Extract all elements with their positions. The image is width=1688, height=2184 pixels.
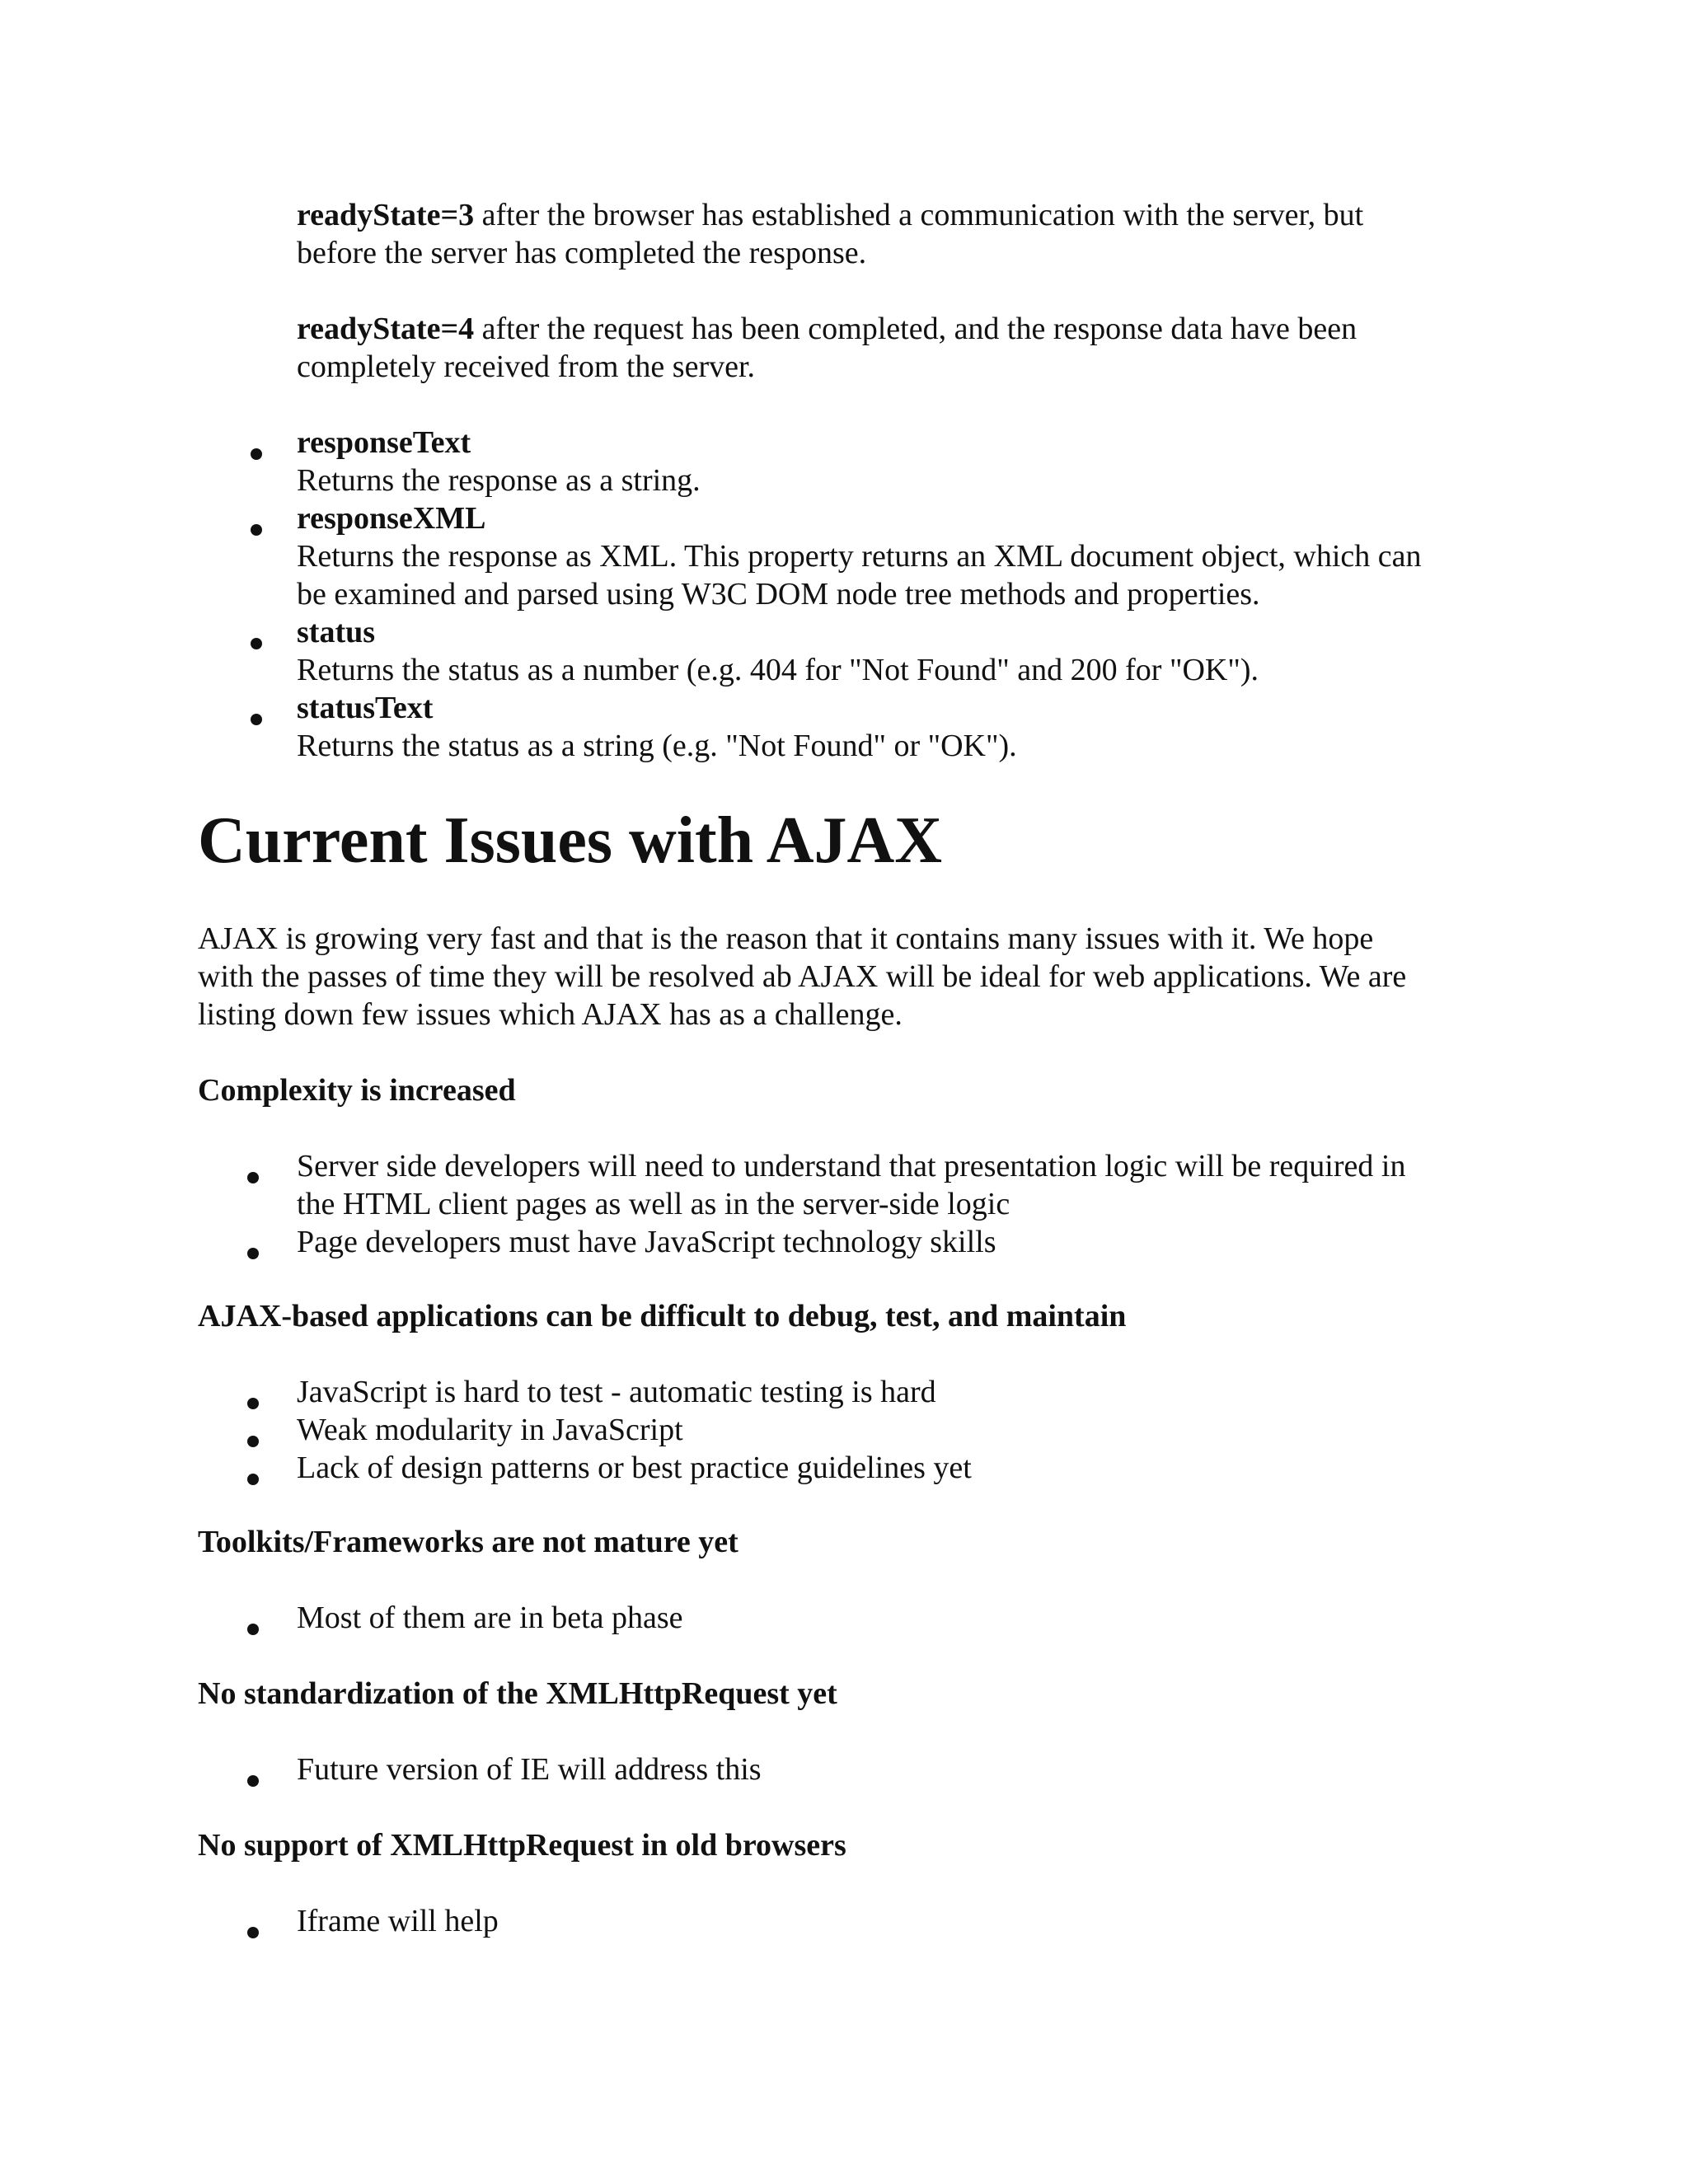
readystate-3-line-1 [297,196,1363,234]
intro-line: with the passes of time they will be resolved ab AJAX will be ideal for web applications. We are [198,959,1407,994]
property-name: responseText [297,425,471,460]
intro-line: AJAX is growing very fast and that is the reason that it contains many issues with it. We hope [198,921,1374,956]
section-title: Current Issues with AJAX [198,804,943,877]
readystate-4-text: after the request has been completed, and the response data have been [474,312,1357,346]
property-description: be examined and parsed using W3C DOM node tree methods and properties. [297,577,1260,612]
issue-heading: No support of XMLHttpRequest in old browsers [198,1828,846,1863]
property-description: Returns the status as a string (e.g. "Not Found" or "OK"). [297,729,1017,763]
bullet [247,1248,259,1259]
issue-item: Lack of design patterns or best practice guidelines yet [297,1451,972,1485]
bullet [247,1398,259,1409]
property-name: status [297,615,376,649]
issue-heading: Toolkits/Frameworks are not mature yet [198,1525,738,1559]
property-description: Returns the response as XML. This property returns an XML document object, which can [297,539,1422,574]
issue-item: Iframe will help [297,1904,499,1938]
issue-item: Most of them are in beta phase [297,1601,683,1635]
issue-heading: No standardization of the XMLHttpRequest yet [198,1676,837,1711]
issue-item: JavaScript is hard to test - automatic testing is hard [297,1375,936,1409]
issue-item: Page developers must have JavaScript technology skills [297,1225,996,1259]
bullet [251,448,262,460]
readystate-4-label: readyState=4 [297,312,475,346]
property-description: Returns the status as a number (e.g. 404 for "Not Found" and 200 for "OK"). [297,653,1259,687]
readystate-4-line-2: completely received from the server. [297,349,756,384]
issue-heading: Complexity is increased [198,1073,516,1108]
bullet [247,1624,259,1635]
issue-item: Future version of IE will address this [297,1752,762,1787]
property-name: responseXML [297,501,486,536]
issue-heading: AJAX-based applications can be difficult to debug, test, and maintain [198,1299,1127,1333]
property-name: statusText [297,691,434,725]
readystate-3-text: after the browser has established a communication with the server, but [474,198,1364,232]
issue-item: the HTML client pages as well as in the server-side logic [297,1187,1010,1221]
bullet [247,1172,259,1183]
bullet [251,714,262,725]
bullet [251,524,262,536]
bullet [247,1474,259,1485]
bullet [247,1927,259,1938]
bullet [247,1436,259,1447]
readystate-4-line-1 [297,310,1357,348]
bullet [251,638,262,649]
intro-line: listing down few issues which AJAX has as a challenge. [198,997,903,1032]
property-description: Returns the response as a string. [297,463,701,498]
issue-item: Weak modularity in JavaScript [297,1413,683,1447]
issue-item: Server side developers will need to understand that presentation logic will be required in [297,1149,1406,1183]
readystate-3-line-2: before the server has completed the response. [297,236,867,270]
readystate-3-label: readyState=3 [297,198,475,232]
bullet [247,1775,259,1787]
